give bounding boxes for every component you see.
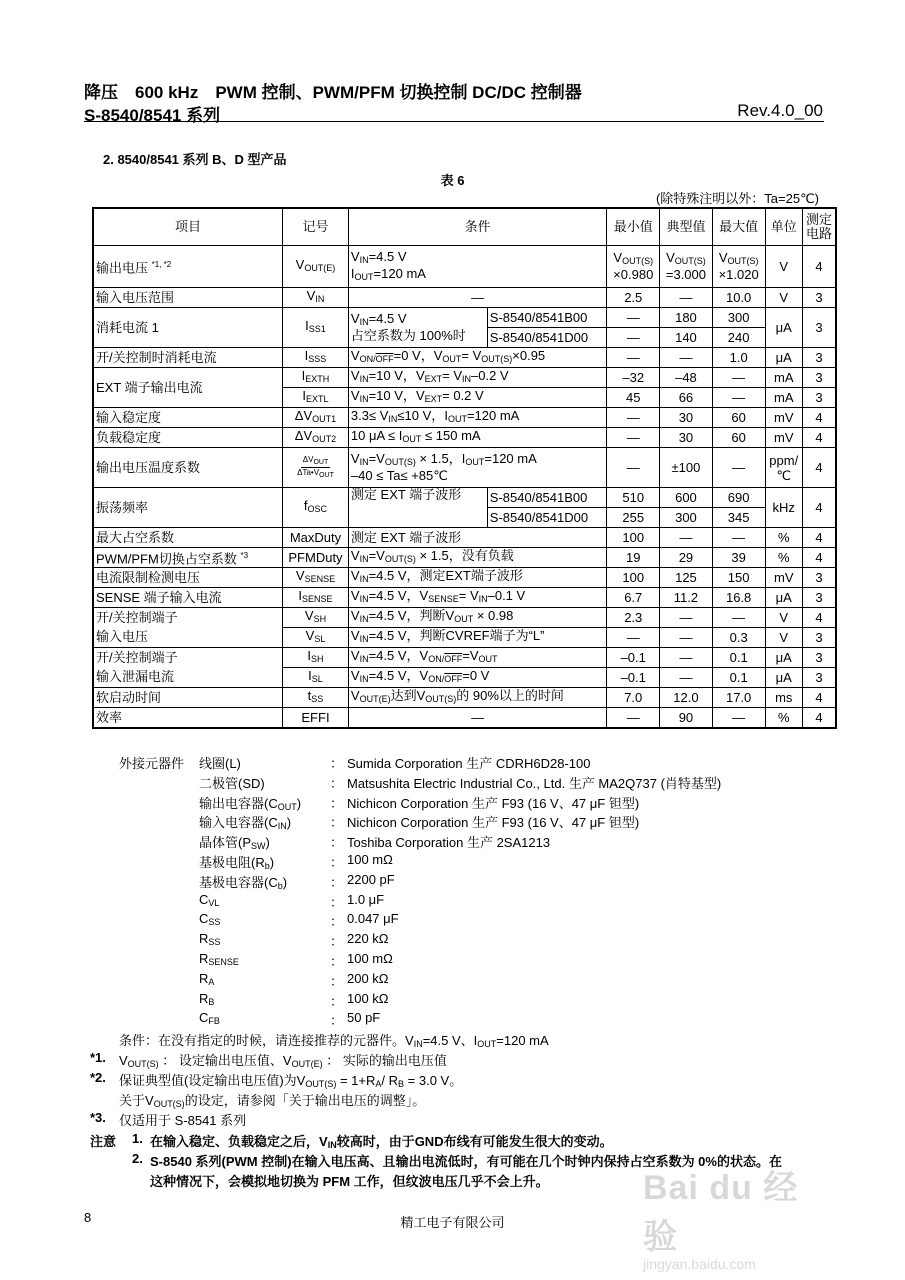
component-value: 0.047 μF — [347, 911, 399, 927]
component-value: 100 mΩ — [347, 951, 393, 966]
component-label: 基极电阻$(R_b)$ — [199, 855, 275, 871]
component-label: $C_{FB}$ — [199, 1010, 220, 1027]
note-condition: 条件：在没有指定的时候，请连接推荐的元器件。$V_{IN}=4.5$ V、$I_{OUT}=120$ mA — [119, 1033, 549, 1049]
component-label: $C_{SS}$ — [199, 911, 221, 928]
col-symbol: 记号 — [283, 208, 349, 246]
table-row: 电流限制检测电压 $V_{SENSE}$ $V_{IN}=4.5$ V，测定EXT端子波形 100 125 150 mV 3 — [93, 568, 836, 588]
caution-2-line2: 这种情况下，会模拟地切换为 PFM 工作，但纹波电压几乎不会上升。 — [150, 1174, 549, 1189]
table-row: 振荡频率 $f_{OSC}$ 测定 EXT 端子波形 S-8540/8541B00 510 600 690 kHz 4 — [93, 488, 836, 508]
caution-1-mark: 1. — [132, 1131, 143, 1146]
component-value: 2200 pF — [347, 871, 395, 887]
note-3: 仅适用于 S-8541 系列 — [119, 1113, 247, 1128]
component-colon: ： — [330, 934, 344, 950]
revision-label: Rev.4.0_00 — [737, 101, 823, 120]
watermark-line1: Bai du 经验 — [643, 1169, 799, 1256]
caution-mark: 注意 — [90, 1134, 117, 1149]
component-colon: ： — [330, 1013, 344, 1029]
watermark-logo — [643, 1160, 833, 1272]
component-label: 晶体管$(P_{SW})$ — [199, 835, 270, 852]
component-value: Matsushita Electric Industrial Co., Ltd. 生产 MA2Q737 (肖特基型) — [347, 775, 722, 791]
component-label: $R_{SENSE}$ — [199, 951, 239, 967]
page-title: 降压 600 kHz PWM 控制、PWM/PFM 切换控制 DC/DC 控制器 — [84, 83, 582, 102]
table-row: 最大占空系数 MaxDuty 测定 EXT 端子波形 100 — — % 4 — [93, 528, 836, 548]
col-min: 最小值 — [607, 208, 660, 246]
note-3-mark: *3. — [90, 1110, 106, 1125]
table-row: 开/关控制时消耗电流 $I_{SSS}$ $V_{ON/\overline{OFF}}=0$ V，$V_{OUT}= V_{OUT(S)}\times 0.95$ — — 1.0 μA 3 — [93, 348, 836, 368]
table-row: 输入泄漏电流 $I_{SL}$ $V_{IN}=4.5$ V，$V_{ON/\overline{OFF}}=0$ V –0.1 — 0.1 μA 3 — [93, 668, 836, 688]
component-value: 1.0 μF — [347, 891, 385, 907]
component-colon: ： — [330, 874, 344, 890]
note-2-mark: *2. — [90, 1070, 106, 1085]
note-1: $V_{OUT(S)}$ ： 设定输出电压值、$V_{OUT(E)}$ ： 实际的输出电压值 — [119, 1053, 447, 1069]
table-row: 负载稳定度 $\Delta V_{OUT2}$ 10 $\mu A \le I_{OUT} \le 150$ mA — 30 60 mV 4 — [93, 428, 836, 448]
component-value: Sumida Corporation 生产 CDRH6D28-100 — [347, 756, 591, 771]
component-label: $R_A$ — [199, 970, 215, 987]
component-label: 二极管(SD) — [199, 775, 265, 791]
table-row: 输出电压温度系数 $\Delta V_{OUT}$ $\Delta Ta•V_{OUT}$ $V_{IN}=V_{OUT(S)} \times 1.5$，$I_{OUT}=120$ mA –40 ≤ Ta≤ +85℃ — ±100 — ppm/℃ 4 — [93, 448, 836, 488]
component-value: 50 pF — [347, 1010, 381, 1026]
component-label: $C_{VL}$ — [199, 891, 220, 908]
section-title: 2. 8540/8541 系列 B、D 型产品 — [103, 152, 287, 167]
table-row: 软启动时间 $t_{SS}$ $V_{OUT(E)}$达到$V_{OUT(S)}$的 90%以上的时间 7.0 12.0 17.0 ms 4 — [93, 688, 836, 708]
series-title: S-8540/8541 系列 — [84, 106, 221, 125]
component-colon: ： — [330, 775, 344, 791]
component-colon: ： — [330, 954, 344, 969]
table-row: 开/关控制端子 $I_{SH}$ $V_{IN}=4.5$ V，$V_{ON/\overline{OFF}}=V_{OUT}$ –0.1 — 0.1 μA 3 — [93, 648, 836, 668]
page-number: 8 — [84, 1210, 92, 1225]
col-circuit: 测定电路 — [803, 208, 837, 246]
component-colon: ： — [330, 894, 344, 910]
component-label: $R_B$ — [199, 990, 215, 1007]
caution-2-line1: S-8540 系列(PWM 控制)在输入电压高、且输出电流低时，有可能在几个时钟内保持占空系数为 0%的状态。在 — [150, 1154, 782, 1169]
caution-2-mark: 2. — [132, 1151, 143, 1166]
note-2-line2: 关于$V_{OUT(S)}$的设定，请参阅「关于输出电压的调整」。 — [119, 1093, 426, 1109]
component-colon: ： — [330, 815, 344, 831]
component-value: 100 kΩ — [347, 990, 389, 1006]
component-label: 输入电容器$(C_{IN})$ — [199, 815, 292, 832]
table-row: PWM/PFM切换占空系数 $^{*3}$ PFMDuty $V_{IN}=V_{OUT(S)} \times 1.5$，没有负载 19 29 39 % 4 — [93, 548, 836, 568]
table-row: S-8540/8541D00 — 140 240 — [93, 328, 836, 348]
col-typ: 典型值 — [660, 208, 713, 246]
table-row: 开/关控制端子 $V_{SH}$ $V_{IN}=4.5$ V，判断$V_{OUT} \times 0.98$ 2.3 — — V 4 — [93, 608, 836, 628]
table-header-row — [93, 208, 836, 246]
component-label: 基极电容器$(C_b)$ — [199, 874, 288, 891]
spec-table — [92, 207, 837, 729]
component-colon: ： — [330, 973, 344, 989]
table-row: S-8540/8541D00 255 300 345 — [93, 508, 836, 528]
table-row: SENSE 端子输入电流 $I_{SENSE}$ $V_{IN}=4.5$ V，$V_{SENSE}= V_{IN}-0.1$ V 6.7 11.2 16.8 μA 3 — [93, 588, 836, 608]
table-row: 消耗电流 1 $I_{SS1}$ $V_{IN}=4.5$ V 占空系数为 100%时 S-8540/8541B00 — 180 300 μA 3 — [93, 308, 836, 328]
component-value: 200 kΩ — [347, 970, 389, 986]
component-value: Nichicon Corporation 生产 F93 (16 V、47 μF 钽型) — [347, 795, 640, 811]
col-condition: 条件 — [348, 208, 606, 246]
table-row: $I_{EXTL}$ $V_{IN}=10$ V，$V_{EXT}= 0.2$ V 45 66 — mA 3 — [93, 388, 836, 408]
components-heading: 外接元器件 — [119, 756, 185, 771]
table-caption: 表 6 — [440, 173, 465, 188]
col-unit: 单位 — [765, 208, 803, 246]
component-value: 220 kΩ — [347, 931, 389, 947]
component-label: 线圈(L) — [199, 756, 241, 771]
table-row: EXT 端子输出电流 $I_{EXTH}$ $V_{IN}=10$ V，$V_{EXT}= V_{IN}-0.2$ V –32 –48 — mA 3 — [93, 368, 836, 388]
table-row: 输入稳定度 $\Delta V_{OUT1}$ $3.3\le V_{IN}\le 10$ V，$I_{OUT}=120$ mA — 30 60 mV 4 — [93, 408, 836, 428]
col-item: 项目 — [93, 208, 283, 246]
component-colon: ： — [330, 855, 344, 870]
component-value: 100 mΩ — [347, 852, 393, 867]
col-max: 最大值 — [712, 208, 765, 246]
component-label: 输出电容器$(C_{OUT})$ — [199, 795, 302, 812]
watermark-line2: jingyan.baidu.com — [643, 1256, 756, 1272]
component-value: Nichicon Corporation 生产 F93 (16 V、47 μF 钽型) — [347, 815, 640, 831]
component-colon: ： — [330, 795, 344, 811]
header-rule — [84, 121, 824, 122]
note-2: 保证典型值(设定输出电压值)为$V_{OUT(S)} = 1+R_A/$ $R_B = 3.0$ V。 — [119, 1073, 463, 1089]
temp-coeff-symbol: $\Delta V_{OUT}$ $\Delta Ta•V_{OUT}$ — [283, 448, 349, 488]
table-condition: (除特殊注明以外：Ta=25℃) — [655, 191, 819, 206]
component-colon: ： — [330, 993, 344, 1009]
caution-1: 在输入稳定、负载稳定之后，$V_{IN}$较高时，由于GND布线有可能发生很大的变动。 — [150, 1134, 613, 1150]
component-colon: ： — [330, 756, 344, 771]
component-label: $R_{SS}$ — [199, 931, 221, 948]
table-row: 输出电压 $^{*1, *2}$ $V_{OUT(E)}$ $V_{IN}=4.5$ V $I_{OUT}=120$ mA $V_{OUT(S)}$ ×0.980 $V_{OUT(S)}$ =3.000 $V_{OUT(S)}$ ×1.020 V 4 — [93, 246, 836, 288]
component-colon: ： — [330, 914, 344, 930]
component-colon: ： — [330, 835, 344, 851]
note-1-mark: *1. — [90, 1050, 106, 1065]
footer-company: 精工电子有限公司 — [400, 1215, 505, 1230]
table-row: 输入电压范围 $V_{IN}$ — 2.5 — 10.0 V 3 — [93, 288, 836, 308]
table-row: 输入电压 $V_{SL}$ $V_{IN}=4.5$ V，判断CVREF端子为“L” — — 0.3 V 3 — [93, 628, 836, 648]
component-value: Toshiba Corporation 生产 2SA1213 — [347, 835, 551, 851]
table-row: 效率 EFFI — — 90 — % 4 — [93, 708, 836, 729]
